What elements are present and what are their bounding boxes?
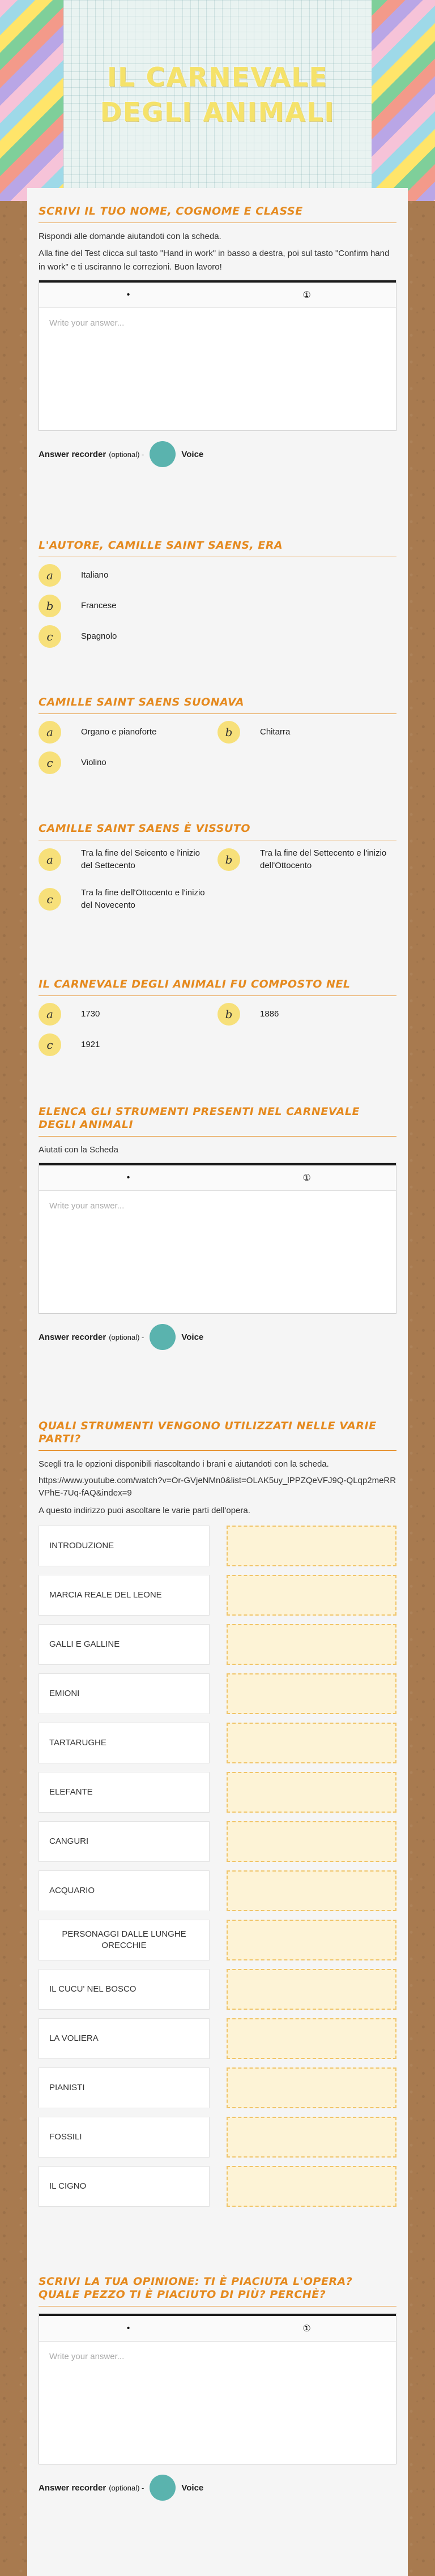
option-letter-badge: c <box>39 1033 61 1056</box>
match-drop-zone[interactable] <box>227 1526 396 1566</box>
option-a[interactable]: a 1730 <box>39 1003 218 1026</box>
question-composition-year <box>39 978 396 1064</box>
section-title: ELENCA GLI STRUMENTI PRESENTI NEL CARNEVALE DEGLI ANIMALI <box>39 1105 396 1137</box>
match-drop-zone[interactable] <box>227 1870 396 1911</box>
question-lifetime <box>39 822 396 920</box>
option-letter-badge: b <box>218 1003 240 1026</box>
option-letter-badge: b <box>218 848 240 871</box>
section-title: IL CARNEVALE DEGLI ANIMALI FU COMPOSTO NEL <box>39 978 396 996</box>
option-letter-badge: b <box>39 595 61 617</box>
answer-editor <box>39 2313 396 2464</box>
match-label: ACQUARIO <box>39 1870 210 1911</box>
match-label: INTRODUZIONE <box>39 1526 210 1566</box>
instructions-text: Scegli tra le opzioni disponibili riascoltando i brani e aiutandoti con la scheda. <box>39 1459 329 1469</box>
numbered-list-button[interactable]: ① <box>302 2324 311 2334</box>
option-b[interactable]: b Tra la fine del Settecento e l'inizio dell'Ottocento <box>218 847 396 872</box>
numbered-list-button[interactable]: ① <box>302 291 311 300</box>
option-c[interactable]: c Tra la fine dell'Ottocento e l'inizio del Novecento <box>39 887 218 912</box>
match-row <box>39 1772 396 1813</box>
editor-toolbar <box>39 2314 396 2342</box>
match-label: PERSONAGGI DALLE LUNGHE ORECCHIE <box>39 1920 210 1960</box>
match-row <box>39 1673 396 1714</box>
option-letter-badge: b <box>218 721 240 744</box>
match-label: MARCIA REALE DEL LEONE <box>39 1575 210 1616</box>
match-label: FOSSILI <box>39 2117 210 2158</box>
answer-editor <box>39 1163 396 1314</box>
section-opinion <box>39 2275 396 2501</box>
match-drop-zone[interactable] <box>227 1673 396 1714</box>
match-row <box>39 1920 396 1960</box>
instructions-text: Rispondi alle domande aiutandoti con la scheda. <box>39 232 221 241</box>
match-label: IL CUCU' NEL BOSCO <box>39 1969 210 2010</box>
match-row <box>39 1870 396 1911</box>
option-b[interactable]: b 1886 <box>218 1003 396 1026</box>
header-banner <box>0 0 435 201</box>
worksheet <box>27 188 408 2576</box>
match-label: TARTARUGHE <box>39 1723 210 1763</box>
option-a[interactable]: a Italiano <box>39 564 396 587</box>
option-a[interactable]: a Tra la fine del Seicento e l'inizio del Settecento <box>39 847 218 872</box>
option-letter-badge: c <box>39 751 61 774</box>
match-row <box>39 1624 396 1665</box>
record-button[interactable] <box>150 2475 176 2501</box>
voice-label: Voice <box>181 449 204 459</box>
match-drop-zone[interactable] <box>227 1575 396 1616</box>
match-drop-zone[interactable] <box>227 1821 396 1862</box>
instructions-text: A questo indirizzo puoi ascoltare le varie parti dell'opera. <box>39 1506 250 1515</box>
instructions-text: Aiutati con la Scheda <box>39 1145 118 1155</box>
instructions-text: Alla fine del Test clicca sul tasto "Hand in work" in basso a destra, poi sul tasto "Confirm hand in work" e ti usciranno le correzioni. Buon lavoro! <box>39 249 390 272</box>
record-button[interactable] <box>150 1324 176 1350</box>
option-letter-badge: c <box>39 888 61 911</box>
match-label: EMIONI <box>39 1673 210 1714</box>
match-row <box>39 2117 396 2158</box>
voice-label: Voice <box>181 1332 204 1342</box>
match-label: IL CIGNO <box>39 2166 210 2207</box>
option-b[interactable]: b Chitarra <box>218 721 396 744</box>
editor-toolbar <box>39 280 396 308</box>
section-title: CAMILLE SAINT SAENS SUONAVA <box>39 696 396 714</box>
voice-label: Voice <box>181 2483 204 2493</box>
match-row <box>39 2018 396 2059</box>
match-drop-zone[interactable] <box>227 2117 396 2158</box>
match-label: PIANISTI <box>39 2067 210 2108</box>
section-title: QUALI STRUMENTI VENGONO UTILIZZATI NELLE VARIE PARTI? <box>39 1420 396 1451</box>
match-drop-zone[interactable] <box>227 1624 396 1665</box>
option-a[interactable]: a Organo e pianoforte <box>39 721 218 744</box>
youtube-link[interactable]: https://www.youtube.com/watch?v=Or-GVjeNMn0&list=OLAK5uy_lPPZQeVFJ9Q-QLqp2meRRVPhE-7Uq-fAQ&index=9 <box>39 1476 396 1498</box>
bulleted-list-button[interactable]: • <box>126 2323 130 2333</box>
match-row <box>39 1969 396 2010</box>
match-row <box>39 1723 396 1763</box>
match-drop-zone[interactable] <box>227 2166 396 2207</box>
match-row <box>39 2166 396 2207</box>
section-name <box>39 205 396 467</box>
answer-input[interactable] <box>48 2351 389 2457</box>
match-row <box>39 1575 396 1616</box>
option-letter-badge: a <box>39 1003 61 1026</box>
match-row <box>39 2067 396 2108</box>
section-title: L'AUTORE, CAMILLE SAINT SAENS, ERA <box>39 539 396 557</box>
match-drop-zone[interactable] <box>227 1920 396 1960</box>
bulleted-list-button[interactable]: • <box>126 290 130 300</box>
question-instrument-played <box>39 696 396 782</box>
option-c[interactable]: c Violino <box>39 751 218 774</box>
option-letter-badge: c <box>39 625 61 648</box>
section-title: SCRIVI IL TUO NOME, COGNOME E CLASSE <box>39 205 396 223</box>
match-drop-zone[interactable] <box>227 1723 396 1763</box>
answer-recorder: Answer recorder (optional) - Voice <box>39 441 396 467</box>
section-instruments <box>39 1105 396 1350</box>
match-drop-zone[interactable] <box>227 1969 396 2010</box>
match-label: ELEFANTE <box>39 1772 210 1813</box>
match-drop-zone[interactable] <box>227 1772 396 1813</box>
section-title: CAMILLE SAINT SAENS È VISSUTO <box>39 822 396 840</box>
option-c[interactable]: c 1921 <box>39 1033 218 1056</box>
answer-editor <box>39 280 396 431</box>
match-drop-zone[interactable] <box>227 2018 396 2059</box>
editor-toolbar <box>39 1163 396 1191</box>
section-matching <box>39 1420 396 2215</box>
match-drop-zone[interactable] <box>227 2067 396 2108</box>
option-letter-badge: a <box>39 564 61 587</box>
section-title: SCRIVI LA TUA OPINIONE: TI È PIACIUTA L'OPERA? QUALE PEZZO TI È PIACIUTO DI PIÙ? PERCHÈ? <box>39 2275 396 2306</box>
option-b[interactable]: b Francese <box>39 595 396 617</box>
question-author-nationality <box>39 539 396 656</box>
option-letter-badge: a <box>39 848 61 871</box>
option-letter-badge: a <box>39 721 61 744</box>
answer-input[interactable] <box>48 1200 389 1306</box>
match-label: LA VOLIERA <box>39 2018 210 2059</box>
match-row <box>39 1821 396 1862</box>
match-label: CANGURI <box>39 1821 210 1862</box>
record-button[interactable] <box>150 441 176 467</box>
answer-recorder: Answer recorder (optional) - Voice <box>39 1324 396 1350</box>
option-c[interactable]: c Spagnolo <box>39 625 396 648</box>
bulleted-list-button[interactable]: • <box>126 1173 130 1182</box>
match-row <box>39 1526 396 1566</box>
numbered-list-button[interactable]: ① <box>302 1173 311 1183</box>
match-label: GALLI E GALLINE <box>39 1624 210 1665</box>
page-title: IL CARNEVALE DEGLI ANIMALI <box>100 62 335 127</box>
answer-input[interactable] <box>48 317 389 424</box>
answer-recorder: Answer recorder (optional) - Voice <box>39 2475 396 2501</box>
